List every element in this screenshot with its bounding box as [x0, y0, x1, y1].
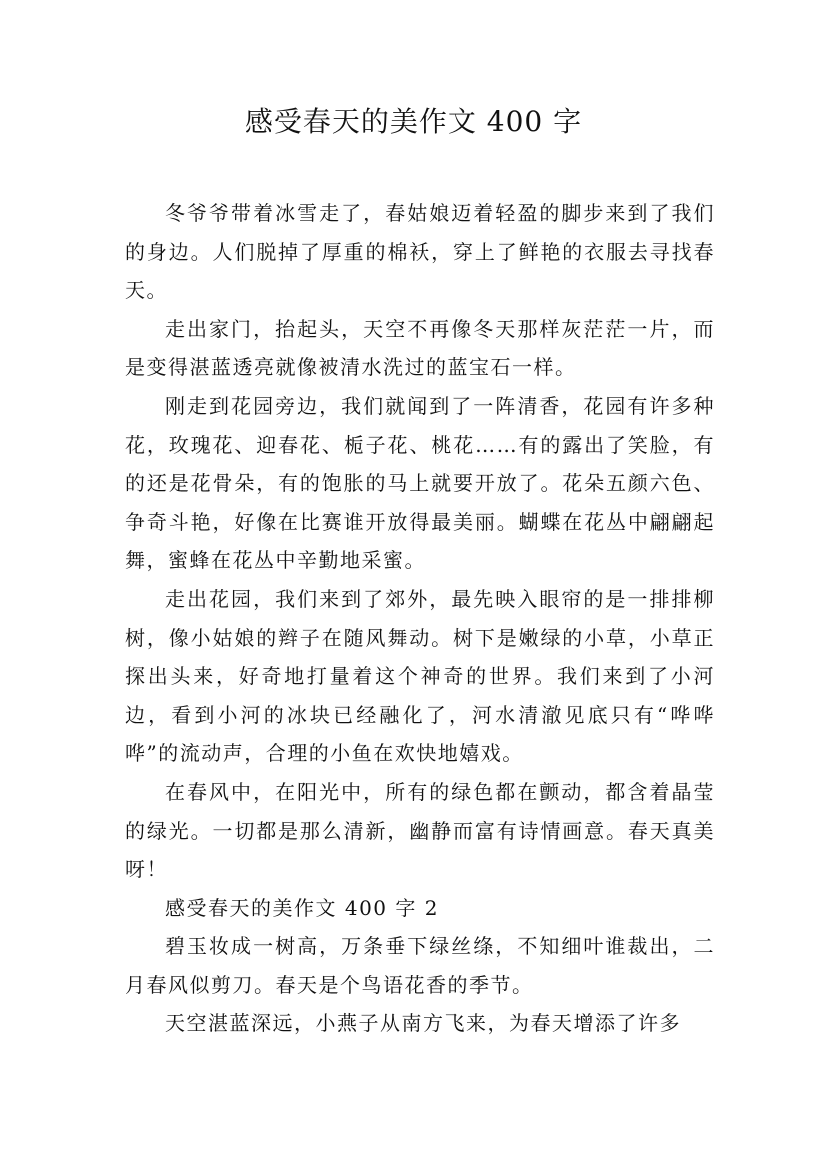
paragraph-3: 刚走到花园旁边，我们就闻到了一阵清香，花园有许多种花，玫瑰花、迎春花、栀子花、桃花……有的露出了笑脸，有的还是花骨朵，有的饱胀的马上就要开放了。花朵五颜六色、争奇斗艳，好像在比赛谁开放得最美丽。蝴蝶在花丛中翩翩起舞，蜜蜂在花丛中辛勤地采蜜。 — [125, 393, 715, 573]
paragraph-4: 走出花园，我们来到了郊外，最先映入眼帘的是一排排柳树，像小姑娘的辫子在随风舞动。树下是嫩绿的小草，小草正探出头来，好奇地打量着这个神奇的世界。我们来到了小河边，看到小河的冰块已经融化了，河水清澈见底只有“哗哗哗”的流动声，合理的小鱼在欢快地嬉戏。 — [125, 586, 715, 766]
paragraph-2: 走出家门，抬起头，天空不再像冬天那样灰茫茫一片，而是变得湛蓝透亮就像被清水洗过的蓝宝石一样。 — [125, 316, 715, 380]
paragraph-7: 天空湛蓝深远，小燕子从南方飞来，为春天增添了许多 — [165, 1011, 681, 1036]
paragraph-5: 在春风中，在阳光中，所有的绿色都在颤动，都含着晶莹的绿光。一切都是那么清新，幽静而富有诗情画意。春天真美呀！ — [125, 779, 715, 882]
document-body — [125, 194, 715, 1043]
document-title: 感受春天的美作文 400 字 — [244, 105, 583, 138]
section-heading-2: 感受春天的美作文 400 字 2 — [165, 895, 439, 920]
paragraph-6: 碧玉妆成一树高，万条垂下绿丝绦，不知细叶谁裁出，二月春风似剪刀。春天是个鸟语花香的季节。 — [125, 934, 715, 997]
paragraph-1: 冬爷爷带着冰雪走了，春姑娘迈着轻盈的脚步来到了我们的身边。人们脱掉了厚重的棉袄，穿上了鲜艳的衣服去寻找春天。 — [125, 201, 715, 303]
